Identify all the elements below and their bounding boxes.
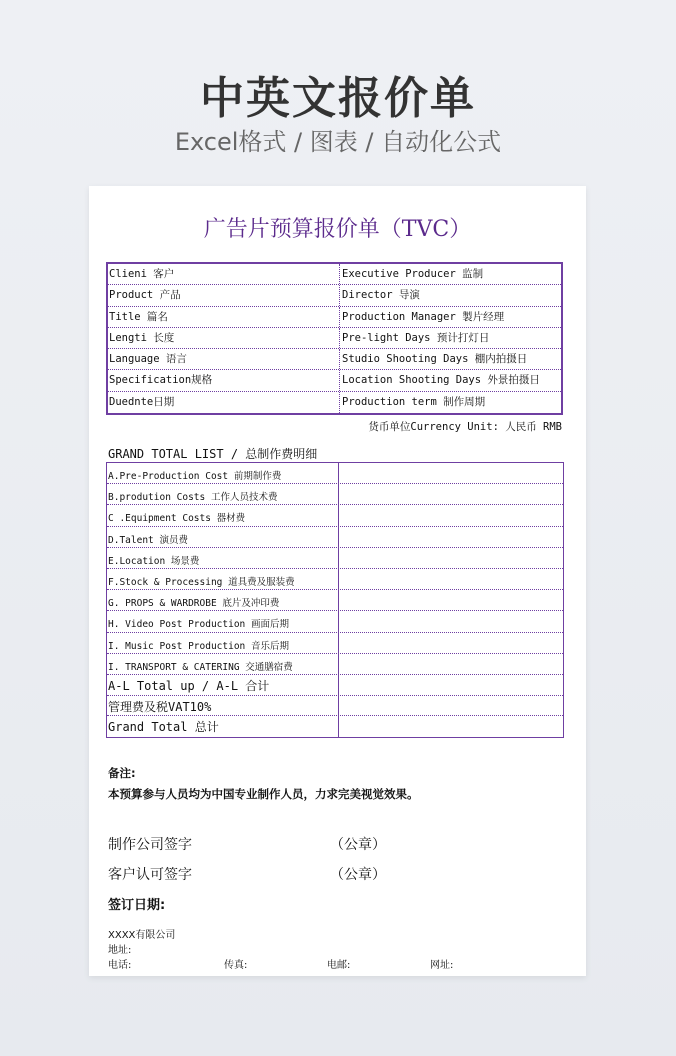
table-row — [107, 505, 563, 526]
tax-value-cell[interactable] — [339, 696, 563, 716]
info-cell-specification[interactable]: Specification规格 — [108, 370, 340, 390]
table-row — [107, 590, 563, 611]
table-row — [107, 633, 563, 654]
cost-label[interactable]: D.Talent 演员费 — [107, 527, 339, 547]
table-row — [107, 484, 563, 505]
table-row — [107, 463, 563, 484]
cost-label[interactable]: H. Video Post Production 画面后期 — [107, 611, 339, 631]
table-row — [107, 527, 563, 548]
info-cell-studio-shooting-days[interactable]: Studio Shooting Days 棚内拍摄日 — [342, 353, 528, 366]
company-seal-label: （公章） — [330, 837, 386, 853]
cost-value-cell[interactable] — [339, 484, 563, 504]
client-signature-label: 客户认可签字 — [108, 867, 192, 883]
info-row — [108, 349, 561, 370]
cost-label[interactable]: E.Location 场景费 — [107, 548, 339, 568]
info-cell-client[interactable]: Clieni 客户 — [108, 264, 340, 284]
cost-value-cell[interactable] — [339, 633, 563, 653]
project-info-table — [106, 262, 563, 415]
cost-value-cell[interactable] — [339, 590, 563, 610]
table-row — [107, 569, 563, 590]
table-row — [107, 611, 563, 632]
info-row — [108, 392, 561, 413]
cost-value-cell[interactable] — [339, 527, 563, 547]
cost-value-cell[interactable] — [339, 611, 563, 631]
info-row — [108, 264, 561, 285]
cost-label[interactable]: I. TRANSPORT & CATERING 交通膳宿费 — [107, 654, 339, 674]
info-row — [108, 370, 561, 391]
client-seal-label: （公章） — [330, 867, 386, 883]
cost-label[interactable]: C .Equipment Costs 器材费 — [107, 505, 339, 525]
info-cell-title[interactable]: Title 篇名 — [108, 307, 340, 327]
currency-unit: 货币单位Currency Unit: 人民币 RMB — [368, 421, 562, 433]
info-cell-production-term[interactable]: Production term 制作周期 — [342, 395, 486, 408]
info-row — [108, 328, 561, 349]
page-subtitle: Excel格式 / 图表 / 自动化公式 — [174, 128, 502, 156]
cost-value-cell[interactable] — [339, 654, 563, 674]
subtotal-value-cell[interactable] — [339, 675, 563, 695]
grand-total-value-cell[interactable] — [339, 716, 563, 737]
cost-value-cell[interactable] — [339, 569, 563, 589]
table-row — [107, 548, 563, 569]
cost-label[interactable]: B.prodution Costs 工作人员技术费 — [107, 484, 339, 504]
note-label: 备注: — [108, 766, 136, 780]
subtotal-label[interactable]: A-L Total up / A-L 合计 — [107, 675, 339, 695]
footer-website: 网址: — [430, 960, 454, 971]
info-cell-location-shooting-days[interactable]: Location Shooting Days 外景拍摄日 — [342, 374, 540, 387]
info-cell-language[interactable]: Language 语言 — [108, 349, 340, 369]
note-text: 本预算参与人员均为中国专业制作人员，力求完美视觉效果。 — [108, 787, 419, 801]
footer-fax: 传真: — [224, 960, 248, 971]
cost-label[interactable]: A.Pre-Production Cost 前期制作费 — [107, 463, 339, 483]
sign-date-label: 签订日期: — [108, 898, 166, 913]
cost-label[interactable]: G. PROPS & WARDROBE 底片及冲印费 — [107, 590, 339, 610]
cost-value-cell[interactable] — [339, 463, 563, 483]
table-row — [107, 675, 563, 696]
footer-address: 地址: — [108, 945, 132, 956]
quote-sheet — [89, 186, 586, 976]
cost-value-cell[interactable] — [339, 548, 563, 568]
table-row — [107, 696, 563, 717]
info-row — [108, 285, 561, 306]
cost-label[interactable]: F.Stock & Processing 道具费及服装费 — [107, 569, 339, 589]
info-cell-executive-producer[interactable]: Executive Producer 监制 — [342, 268, 484, 280]
footer-company: XXXX有限公司 — [108, 930, 176, 941]
tax-label[interactable]: 管理费及税VAT10% — [107, 696, 339, 716]
footer-phone: 电话: — [108, 960, 132, 971]
cost-label[interactable]: I. Music Post Production 音乐后期 — [107, 633, 339, 653]
info-row — [108, 307, 561, 328]
grand-total-heading: GRAND TOTAL LIST / 总制作费明细 — [108, 447, 318, 461]
info-cell-production-manager[interactable]: Production Manager 製片经理 — [342, 310, 505, 323]
page-title: 中英文报价单 — [200, 73, 476, 124]
company-signature-label: 制作公司签字 — [108, 837, 192, 853]
info-cell-date[interactable]: Duednte日期 — [108, 392, 340, 413]
info-cell-director[interactable]: Director 导演 — [342, 289, 420, 302]
info-cell-length[interactable]: Lengti 长度 — [108, 328, 340, 348]
info-cell-product[interactable]: Product 产品 — [108, 285, 340, 305]
footer-email: 电邮: — [327, 960, 351, 971]
cost-value-cell[interactable] — [339, 505, 563, 525]
table-row — [107, 654, 563, 675]
info-cell-pre-light-days[interactable]: Pre-light Days 预计打灯日 — [342, 331, 490, 344]
grand-total-label[interactable]: Grand Total 总计 — [107, 716, 339, 737]
table-row — [107, 716, 563, 737]
cost-breakdown-table — [106, 462, 564, 738]
document-title: 广告片预算报价单（TVC） — [203, 217, 472, 242]
